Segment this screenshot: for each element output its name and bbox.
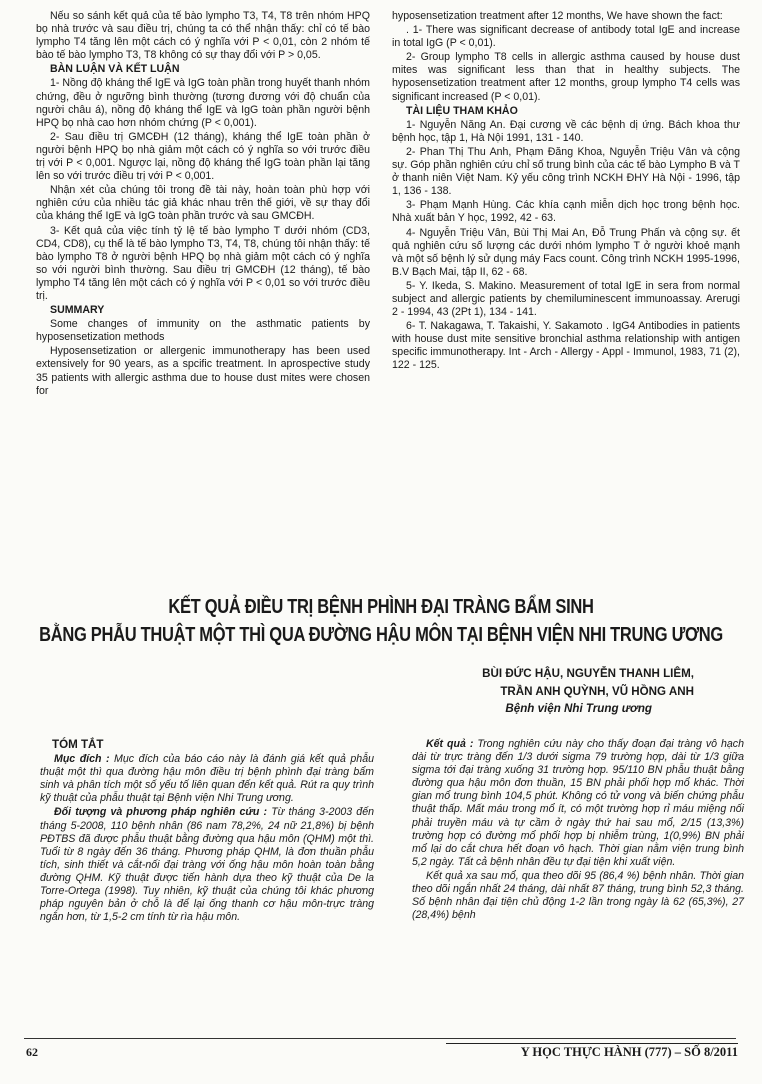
paragraph: 2- Sau điều trị GMCĐH (12 tháng), kháng thể IgE toàn phần ở người bệnh HPQ bọ nhà giảm một cách có ý nghĩa so với trước điều trị với P < 0,001. Ngược lại, nồng độ kháng thể IgG toàn phần lại tăng lên so với trước điều trị với P < 0,001. [36, 130, 370, 183]
abstract-label: Kết quả : [426, 738, 474, 750]
journal-name: Y HỌC THỰC HÀNH (777) – SỐ 8/2011 [520, 1045, 738, 1059]
abstract-paragraph [40, 806, 374, 924]
journal-underline [446, 1043, 738, 1044]
abstract-paragraph [412, 738, 744, 869]
paragraph: hyposensetization treatment after 12 months, We have shown the fact: [392, 10, 723, 22]
abstract-heading: TÓM TẮT [52, 738, 104, 751]
paragraph: 1- Nguyễn Năng An. Đại cương về các bệnh dị ứng. Bách khoa thư bệnh học, tập 1, Hà Nội 1991, 131 - 140. [392, 118, 740, 144]
article-title-line-2: BẰNG PHẪU THUẬT MỘT THÌ QUA ĐƯỜNG HẬU MÔN TẠI BỆNH VIỆN NHI TRUNG ƯƠNG [39, 623, 723, 647]
paragraph: 1- Nồng độ kháng thể IgE và IgG toàn phần trong huyết thanh nhóm chứng, đều ở ngưỡng bình thường (tương đương với độ chuẩn của người châu á), nồng độ kháng thể IgE và IgG toàn phần người bệnh HPQ bọ nhà cao hơn nhóm chứng (P < 0,001). [36, 77, 370, 129]
paragraph: 6- T. Nakagawa, T. Takaishi, Y. Sakamoto . IgG4 Antibodies in patients with house dust mite sensitive bronchial asthma relationship with antigen specific immunotherapy. Int - Arch - Allergy - Appl - Immunol, 1983, 71 (2), 122 - 125. [392, 320, 740, 372]
footer-divider [24, 1038, 736, 1039]
abstract-paragraph [412, 870, 744, 922]
section-heading: TÀI LIỆU THAM KHẢO [406, 104, 518, 117]
paragraph: Some changes of immunity on the asthmatic patients by hyposensetization methods [36, 318, 370, 344]
paragraph: . 1- There was significant decrease of antibody total IgE and increase in total IgG (P < 0,01). [392, 24, 740, 50]
paragraph: 2- Phan Thị Thu Anh, Phạm Đăng Khoa, Nguyễn Triệu Vân và cộng sự. Góp phần nghiên cứu chỉ số trung bình của các tế bào Lympho B và T ở thanh niên Việt Nam. Kỷ yếu công trình NCKH ĐHY Hà Nội - 1996, tập 1, 136 - 138. [392, 145, 740, 198]
authors-line-1: BÙI ĐỨC HẬU, NGUYỄN THANH LIÊM, [482, 667, 694, 680]
paragraph: 3- Kết quả của việc tính tỷ lệ tế bào lympho T dưới nhóm (CD3, CD4, CD8), cụ thể là tế bào lympho T3, T4, T8, chúng tôi nhận thấy: tế bào lympho T8 ở người bệnh HPQ bọ nhà giảm một cách có ý nghĩa so với người bình thường. Sau điều trị GMCĐH (12 tháng), tế bào lympho T4 tăng lên một cách có ý nghĩa với P < 0,01 so với trước điều trị. [36, 224, 370, 302]
abstract-paragraph [40, 753, 374, 805]
paragraph: Nếu so sánh kết quả của tế bào lympho T3, T4, T8 trên nhóm HPQ bọ nhà trước và sau điều trị, chúng ta có thể nhận thấy: chỉ có tế bào lympho T4 tăng lên một cách có ý nghĩa với P < 0,01, còn 2 nhóm tế bào tế bào lympho T3, T8 không có sự thay đổi với P > 0,05. [36, 10, 370, 62]
lower-right-column [412, 738, 744, 923]
abstract-text: Kết quả xa sau mổ, qua theo dõi 95 (86,4 %) bệnh nhân. Thời gian theo dõi ngắn nhất 24 tháng, dài nhất 87 tháng, trung bình 52,3 tháng. Số bệnh nhân đại tiện chủ động 1-2 lần trong ngày là 62 (65,3%), 27 (28,4%) bệnh [412, 869, 744, 922]
section-heading: SUMMARY [50, 304, 105, 317]
abstract-label: Mục đích : [54, 753, 110, 766]
abstract-label: Đối tượng và phương pháp nghiên cứu : [54, 806, 268, 819]
authors-line-2: TRẦN ANH QUỲNH, VŨ HỒNG ANH [500, 685, 694, 698]
article-title-line-1: KẾT QUẢ ĐIỀU TRỊ BỆNH PHÌNH ĐẠI TRÀNG BẨM SINH [168, 595, 594, 619]
lower-left-column [40, 738, 374, 925]
section-heading: BÀN LUẬN VÀ KẾT LUẬN [50, 63, 180, 76]
paragraph: 5- Y. Ikeda, S. Makino. Measurement of total IgE in sera from normal subject and allergic patients by chemiluminescent immunoassay. Arerugi 2 - 1994, 43 (2Pt 1), 134 - 141. [392, 279, 740, 319]
paragraph: 2- Group lympho T8 cells in allergic asthma caused by house dust mites was significant less than that in healthy subjects. The hyposensetization treatment after 12 months, group lympho T4 cells was significant increased (P < 0,01). [392, 51, 740, 103]
paragraph: 4- Nguyễn Triệu Vân, Bùi Thị Mai An, Đỗ Trung Phấn và cộng sự. ết quả nghiên cứu số lượng các dưới nhóm lympho T ở người khoẻ mạnh và một số bệnh lý sử dụng máy Facs count. Công trình NCKH 1995-1996, B.V Bạch Mai, tập II, 62 - 68. [392, 226, 740, 278]
upper-right-column [392, 10, 740, 374]
abstract-text: Trong nghiên cứu này cho thấy đoạn đại tràng vô hạch dài từ trực tràng đến 1/3 dưới sigma 79 trường hợp, dài từ 1/3 giữa sigma tới đại tràng xuống 31 trường hợp. 95/110 BN phẫu thuật bằng đường qua hậu môn đơn thuần, 15 BN phải phối hợp mổ khác. Thời gian mổ trung bình 104,5 phút. Không có tử vong và biến chứng phẫu thuật thấp. Mất máu trong mổ ít, có một trường hợp rỉ máu miệng nối phải truyền máu và tự cầm ở ngày thứ hai sau mổ, 2/15 (13,3%) trường hợp có đường mổ phối hợp bị nhiễm trùng, 1(0,9%) BN phải mổ lại do cắt chưa hết đoạn vô hạch. Thời gian nằm viện trung bình 5,2 ngày. Tất cả bệnh nhân đều tự đại tiện khi xuất viện. [412, 738, 744, 868]
paragraph: Hyposensetization or allergenic immunotherapy has been used extensively for 90 years, as a spcific treatment. In aprospective study 35 patients with allergic asthma due to house dust mites were chosen for [36, 345, 370, 397]
paragraph: 3- Phạm Mạnh Hùng. Các khía cạnh miễn dịch học trong bệnh học. Nhà xuất bản Y học, 1992, 42 - 63. [392, 199, 740, 225]
abstract-text: Từ tháng 3-2003 đến tháng 5-2008, 110 bệnh nhân (86 nam 78,2%, 24 nữ 21,8%) bị bệnh PĐTBS đã được phẫu thuật bằng đường qua hậu môn (QHM) một thì. Tuổi từ 8 ngày đến 36 tháng. Phương pháp QHM, là đơn thuần phẫu tích, sinh thiết và cắt-nối đại tràng với ống hậu môn hoàn toàn bằng đường QHM. Kỹ thuật được tiến hành dựa theo kỹ thuật của De la Torre-Ortega (1998). Tuy nhiên, kỹ thuật của chúng tôi khác phương pháp nguyên bản ở chỗ là để lại ống thanh cơ hậu môn-trực tràng ngắn hơn, từ 1,5-2 cm tính từ rìa hậu môn. [40, 806, 374, 924]
abstract-text: Mục đích của báo cáo này là đánh giá kết quả phẫu thuật một thì qua đường hậu môn điều trị bệnh phình đại tràng bẩm sinh và phân tích một số yếu tố liên quan đến kết quả. Rút ra quy trình kỹ thuật của phẫu thuật tại Bệnh viện Nhi Trung ương. [40, 753, 374, 805]
upper-left-column [36, 10, 370, 399]
page-number: 62 [26, 1045, 38, 1059]
paragraph: Nhận xét của chúng tôi trong đề tài này, hoàn toàn phù hợp với nghiên cứu của nhiều tác giả khác nhau trên thế giới, về sự thay đổi của kháng thể IgE và IgG toàn phần trước và sau GMCĐH. [36, 184, 370, 223]
affiliation: Bệnh viện Nhi Trung ương [505, 702, 652, 715]
